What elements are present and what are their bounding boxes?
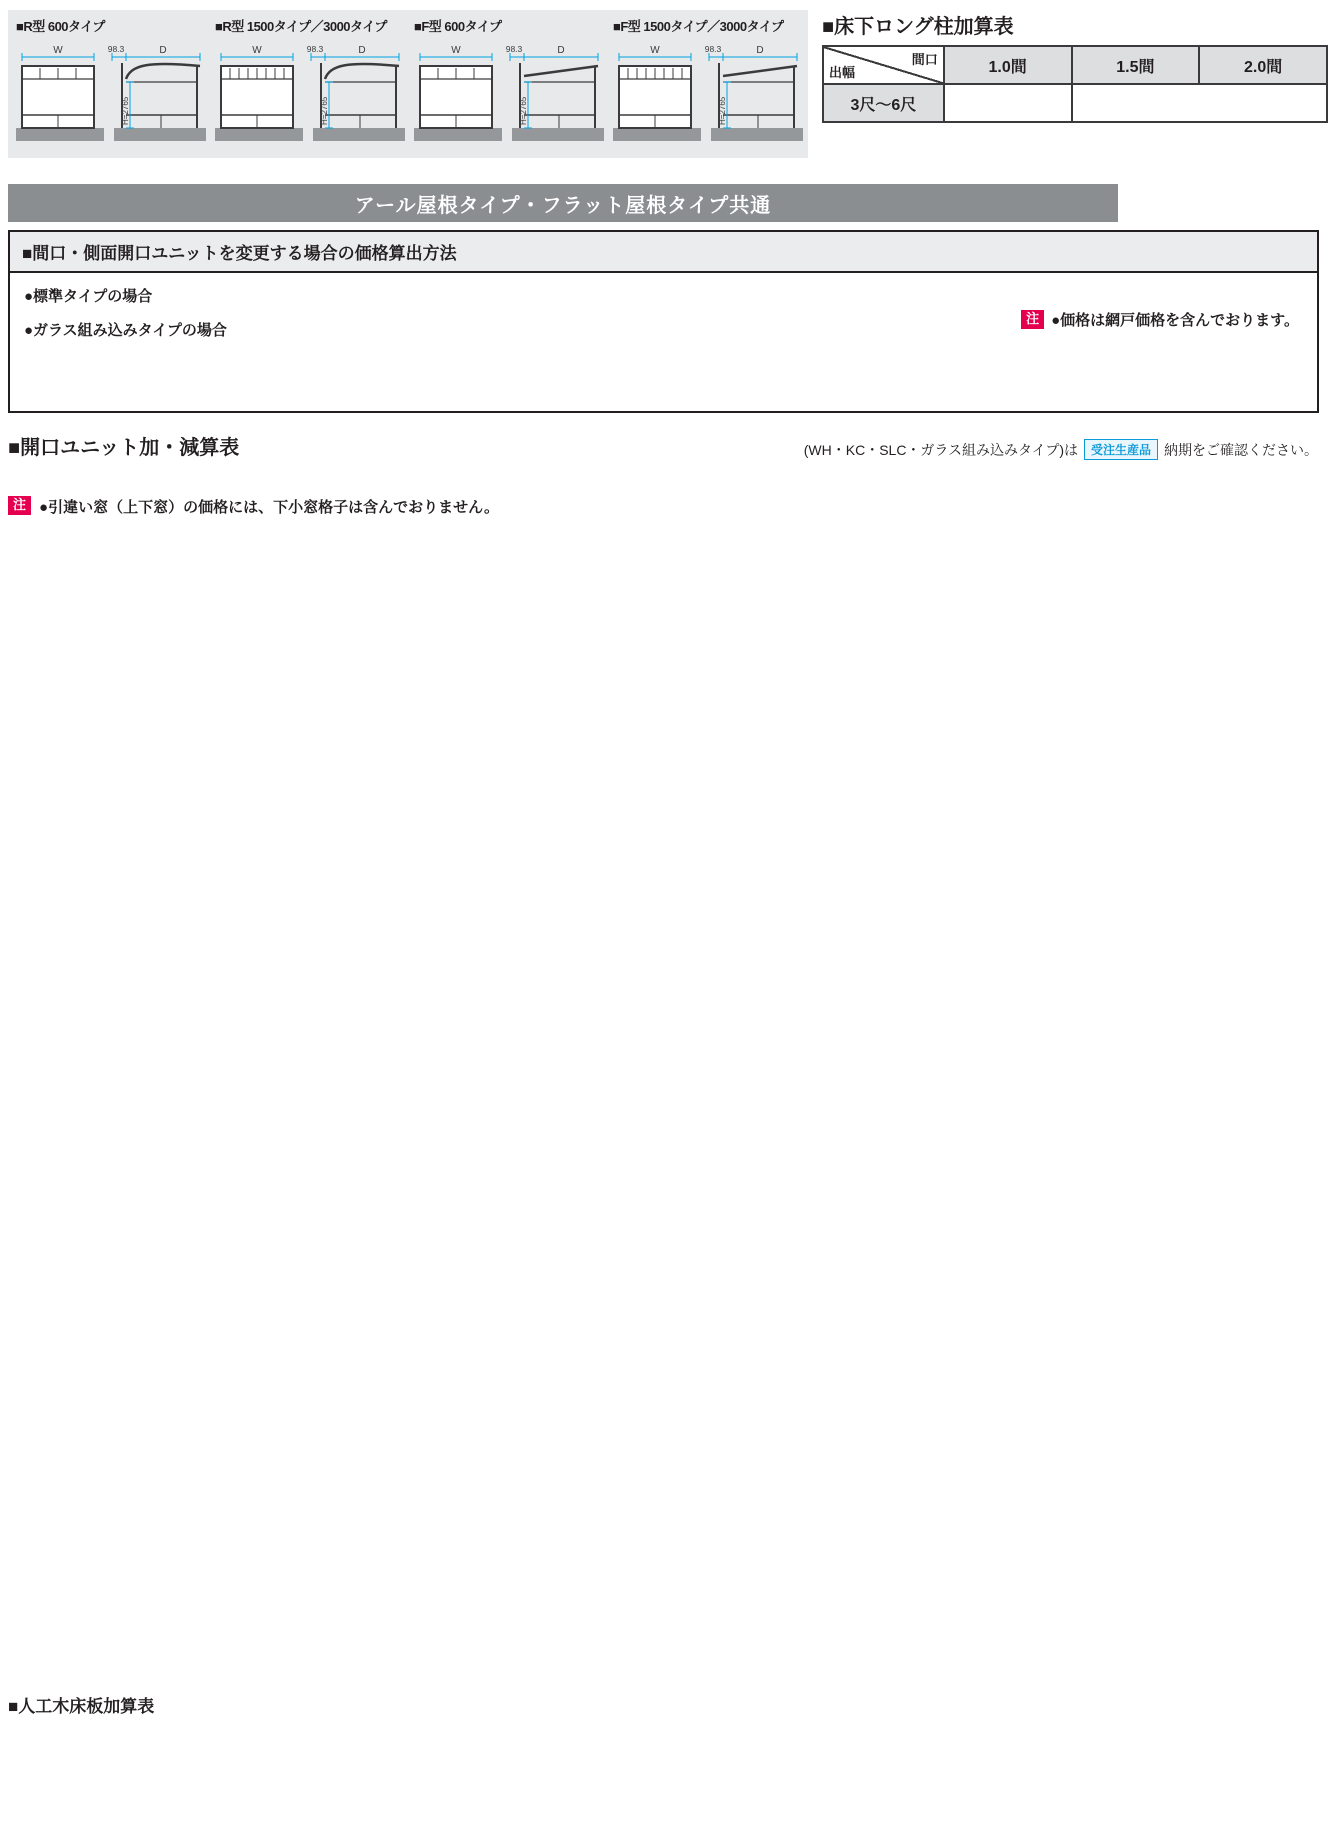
svg-text:D: D [756, 45, 764, 56]
screen-price-note [1021, 309, 1299, 330]
price-method-box [8, 230, 1319, 413]
svg-text:98.3: 98.3 [306, 44, 324, 54]
column-header: 2.0間 [1199, 46, 1327, 84]
made-to-order-badge: 受注生産品 [1084, 439, 1158, 460]
corner-top-label: 間口 [911, 52, 938, 67]
floor-post-header-row [823, 46, 1327, 84]
roof-type-banner: アール屋根タイプ・フラット屋根タイプ共通 [8, 184, 1118, 222]
corner-bottom-label: 出幅 [829, 65, 856, 80]
roof-type-figure [414, 16, 607, 158]
roof-type-figure [613, 16, 806, 158]
roof-elevation-diagram [414, 35, 607, 150]
svg-text:D: D [557, 45, 565, 56]
unit-section-title: ■開口ユニット加・減算表 [8, 437, 240, 459]
svg-text:98.3: 98.3 [704, 44, 722, 54]
svg-text:98.3: 98.3 [505, 44, 523, 54]
svg-text:W: W [53, 45, 63, 56]
svg-text:98.3: 98.3 [107, 44, 125, 54]
price-method-body [10, 273, 1317, 411]
unit-section-head [8, 431, 1318, 460]
roof-type-figure-title: ■R型 600タイプ [16, 19, 105, 34]
column-header: 1.0間 [944, 46, 1072, 84]
roof-type-figure-title: ■F型 600タイプ [414, 19, 502, 34]
svg-text:H=2765: H=2765 [519, 96, 528, 125]
made-to-order-note [804, 439, 1318, 460]
price-method-title: ■間口・側面開口ユニットを変更する場合の価格算出方法 [10, 232, 1317, 273]
order-note-pre: (WH・KC・SLC・ガラス組み込みタイプ)は [803, 441, 1078, 458]
deck-table-title: ■人工木床板加算表 [8, 1697, 155, 1716]
column-header: 1.5間 [1072, 46, 1200, 84]
svg-text:H=2765: H=2765 [320, 96, 329, 125]
roof-elevation-diagram [215, 35, 408, 150]
svg-text:W: W [451, 45, 461, 56]
corner-cell [823, 46, 944, 84]
roof-elevation-diagram [16, 35, 209, 150]
type-diagrams [8, 10, 808, 158]
order-note-post: 納期をご確認ください。 [1164, 441, 1318, 458]
roof-elevation-diagram [613, 35, 806, 150]
bottom-note-text: ●引違い窓（上下窓）の価格には、下小窓格子は含んでおりません。 [39, 499, 499, 516]
deck-board-section [8, 1692, 154, 1721]
svg-text:D: D [358, 45, 366, 56]
floor-post-data-row [823, 84, 1327, 122]
glass-type-label: ●ガラス組み込みタイプの場合 [24, 322, 227, 339]
svg-text:W: W [650, 45, 660, 56]
svg-text:W: W [252, 45, 262, 56]
bottom-note [8, 496, 1328, 517]
roof-type-figure [215, 16, 408, 158]
note-badge: 注 [1021, 310, 1044, 329]
top-row [0, 0, 1328, 158]
standard-type-label: ●標準タイプの場合 [24, 288, 153, 305]
floor-post-title: ■床下ロング柱加算表 [822, 16, 1014, 38]
roof-type-figure-title: ■R型 1500タイプ／3000タイプ [215, 19, 387, 34]
svg-text:H=2765: H=2765 [718, 96, 727, 125]
price-cell [944, 84, 1072, 122]
roof-type-figure-title: ■F型 1500タイプ／3000タイプ [613, 19, 784, 34]
note-text: ●価格は網戸価格を含んでおります。 [1051, 312, 1299, 329]
floor-post-table [822, 45, 1328, 123]
floor-post-section [822, 10, 1328, 123]
note-badge: 注 [8, 496, 31, 515]
svg-text:H=2765: H=2765 [121, 96, 130, 125]
roof-type-figure [16, 16, 209, 158]
svg-text:D: D [159, 45, 167, 56]
row-header: 3尺～6尺 [823, 84, 944, 122]
